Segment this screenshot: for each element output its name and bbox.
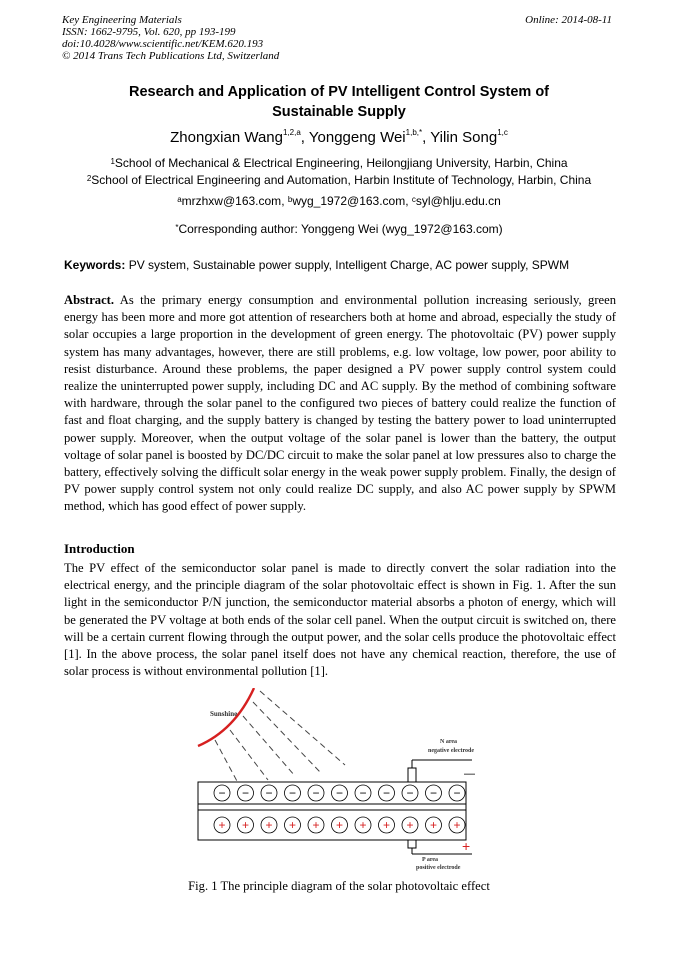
affiliation-sup: 2 [86,174,92,183]
hole-symbol: + [359,818,367,832]
abstract-label: Abstract. [64,293,115,307]
hole-symbol: + [241,818,250,832]
electron-symbol: − [382,786,391,800]
affiliation-2 [0,172,678,188]
electron-symbol: − [218,786,226,800]
minus-sign: — [464,768,475,780]
author-sup: 1,b,* [405,128,423,137]
pv-effect-figure [190,688,490,878]
title-line-2: Sustainable Supply [272,104,406,120]
email-line: $^a$mrzhxw@163.com, $^b$wyg_1972@163.com, $^c$syl@hlju.edu.cn [177,194,501,208]
n-electrode [408,760,472,782]
electron-symbol: − [453,786,461,800]
email-link[interactable]: syl@hlju.edu.cn [415,194,501,208]
electron-symbol: − [288,786,297,800]
title-line-1: Research and Application of PV Intelligent Control System of [128,84,550,100]
n-layer [214,785,465,801]
electron-symbol: − [265,786,273,800]
hole-symbol: + [312,818,320,832]
p-electrode-label: positive electrode [416,865,461,871]
affiliation-text: School of Electrical Engineering and Automation, Harbin Institute of Technology, Harbin, China [91,173,592,187]
electron-symbol: − [335,786,344,800]
hole-symbol: + [265,818,273,832]
figure-caption: Fig. 1 The principle diagram of the solar photovoltaic effect [188,879,490,893]
p-layer [214,817,465,833]
email-sup: a [177,195,182,204]
n-electrode-label: negative electrode [428,748,475,754]
paper-title [0,82,678,122]
plus-sign: + [462,838,471,854]
affiliation-1 [0,155,678,171]
author-name: Yilin Song [430,129,498,146]
running-header [62,14,279,62]
electron-symbol: − [312,786,320,800]
hole-symbol: + [382,818,391,832]
doi-line: doi:10.4028/www.scientific.net/KEM.620.193 [62,38,264,50]
sun-ray [243,716,295,776]
p-electrode-tab [408,840,416,848]
keywords-label: Keywords: [64,258,126,272]
author-sup: 1,2,a [283,128,301,137]
author-name: Zhongxian Wang [170,129,283,146]
journal-name: Key Engineering Materials [62,14,182,26]
keywords-line [64,258,616,272]
affiliation-sup: 1 [110,157,115,166]
electron-symbol: − [359,786,367,800]
issn-line: ISSN: 1662-9795, Vol. 620, pp 193-199 [62,26,236,38]
abstract-paragraph [64,292,616,516]
email-link[interactable]: wyg_1972@163.com [292,194,406,208]
corresponding-text: Corresponding author: Yonggeng Wei (wyg_1972@163.com) [178,222,503,236]
hole-symbol: + [406,818,414,832]
introduction-heading: Introduction [64,541,135,556]
hole-symbol: + [429,818,438,832]
n-electrode-tab [408,768,416,782]
sun-ray [230,730,268,780]
author-sup: 1,c [497,128,508,137]
author-list: Zhongxian Wang$^{1,2,a}$, Yonggeng Wei$^{1,b,*}$, Yilin Song$^{1,c}$ [170,128,508,146]
sun-rays [215,691,345,783]
introduction-paragraph: The PV effect of the semiconductor solar panel is made to directly convert the solar radiation into the electrical energy, and the principle diagram of the solar photovoltaic effect is shown in Fig. 1. After the sun light in the semiconductor P/N junction, the semiconductor material absorbs a photon of energy, which will be generated the PV voltage at both ends of the solar cell panel. When the output circuit is switched on, there will be a certain current flowing through the output power, and the solar cells produce the photovoltaic effect [1]. In the above process, the solar panel itself does not have any chemical reaction, therefore, the use of solar process is without environmental pollution [1]. [64,561,616,679]
electron-symbol: − [406,786,414,800]
n-area-label: N area [440,739,458,745]
keywords-text: PV system, Sustainable power supply, Intelligent Charge, AC power supply, SPWM [128,258,570,272]
email-link[interactable]: mrzhxw@163.com [181,194,282,208]
electron-symbol: − [429,786,438,800]
author-name: Yonggeng Wei [308,129,406,146]
hole-symbol: + [288,818,297,832]
online-date: Online: 2014-08-11 [525,14,612,26]
hole-symbol: + [218,818,226,832]
email-sup: b [287,195,293,204]
electron-symbol: − [241,786,250,800]
sun-ray [253,702,320,772]
hole-symbol: + [335,818,344,832]
affiliation-text: School of Mechanical & Electrical Engineering, Heilongjiang University, Harbin, China [114,156,568,170]
sunshine-label: Sunshine [210,710,238,718]
email-sup: c [411,195,416,204]
p-area-label: P area [422,857,439,863]
corresponding-sup: * [175,223,179,232]
corresponding-author [0,221,678,237]
sun-ray [215,740,238,783]
hole-symbol: + [453,818,461,832]
copyright-line: © 2014 Trans Tech Publications Ltd, Switzerland [62,50,280,62]
abstract-text: As the primary energy consumption and environmental pollution increasing seriously, green energy has been more and more got attention of researchers both at home and abroad, especially the study of solar occupies a large proportion in the development of green energy. The photovoltaic (PV) power supply system has many advantages, however, there are still problems, e.g. low voltage, low power, poor ability to resist disturbance. Around these problems, the paper designed a PV power supply control system could realize the uninterrupted power supply, including DC and AC supply. By the method of combining software with hardware, through the solar panel to the configured two pieces of battery could realize the function of fast and float charging, and the supply battery is changed by testing the battery power to load uninterrupted power supply. Moreover, when the output voltage of the solar panel is lower than the battery, the output voltage of solar panel is boosted by DC/DC circuit to make the solar panel at low pressures also to charge the battery, effectively solving the difficult solar energy in the weak power supply problem. Finally, the design of PV power supply control system not only could realize DC supply, and also AC power supply by SPWM method, which has good effect of power supply. [64,293,616,514]
pv-diagram [190,688,490,878]
